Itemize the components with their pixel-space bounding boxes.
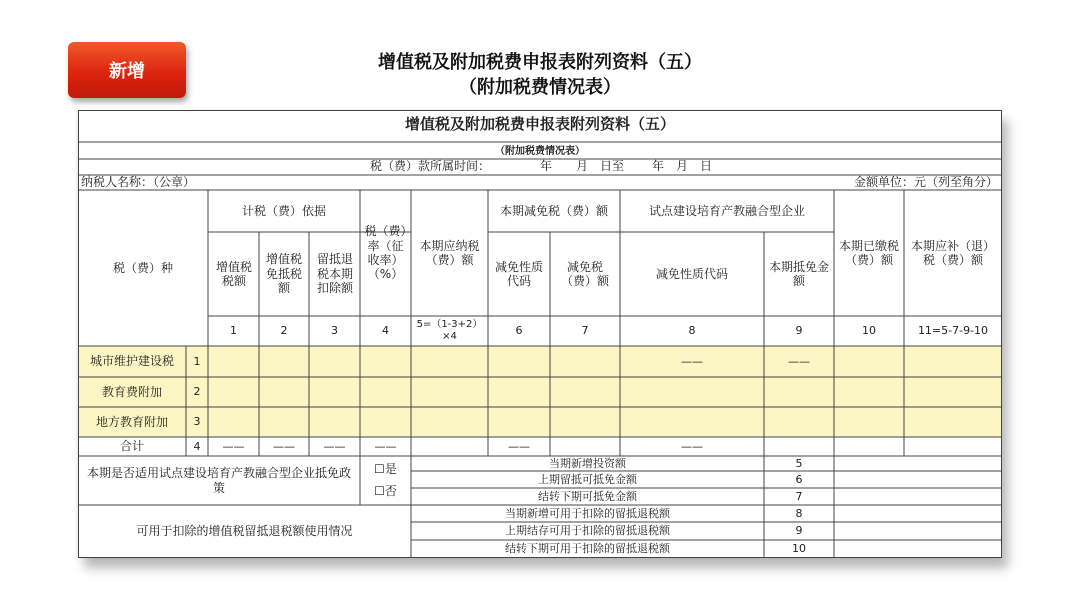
header-vat-amount: 增值税税额 <box>215 259 252 288</box>
new-badge: 新增 <box>68 42 186 98</box>
row-name-local-education: 地方教育附加 <box>95 414 168 429</box>
header-refund-deduct: 留抵退税本期扣除额 <box>316 252 353 296</box>
col-number: 11=5-7-9-10 <box>917 324 989 338</box>
row-number: 3 <box>193 415 201 429</box>
total-dash: —— <box>323 439 346 453</box>
tax-form <box>78 110 1002 558</box>
header-reduction-amount: 减免税（费）额 <box>560 259 609 288</box>
header-paid: 本期已缴税（费）额 <box>838 238 899 267</box>
header-pilot-code: 减免性质代码 <box>655 266 728 281</box>
row-dash: —— <box>788 354 810 368</box>
row-dash: —— <box>681 354 703 368</box>
period-to: 年 月 日 <box>652 159 713 173</box>
period-label: 税（费）款所属时间： <box>370 159 491 173</box>
total-dash: —— <box>222 439 245 453</box>
row-name-city-tax: 城市维护建设税 <box>89 354 174 369</box>
taxpayer-label: 纳税人名称：（公章） <box>81 175 196 189</box>
header-reduction-group: 本期减免税（费）额 <box>499 203 608 218</box>
policy-question: 本期是否适用试点建设培育产教融合型企业抵免政策 <box>86 466 351 495</box>
header-pilot-group: 试点建设培育产教融合型企业 <box>648 203 805 218</box>
header-pilot-amount: 本期抵免金额 <box>768 259 829 288</box>
yellow-fill <box>78 346 1002 437</box>
form-subtitle: （附加税费情况表） <box>495 146 585 157</box>
option-no-checkbox[interactable]: ☐否 <box>374 483 397 498</box>
header-payable: 本期应纳税（费）额 <box>419 238 480 267</box>
col-number: 9 <box>795 324 803 338</box>
row-name-total: 合计 <box>119 439 144 454</box>
row-name-education-fee: 教育费附加 <box>101 384 162 399</box>
policy-item-label: 当期新增投资额 <box>549 456 626 470</box>
page-title: 增值税及附加税费申报表附列资料（五） <box>378 52 702 73</box>
col-number: 8 <box>688 324 696 338</box>
col-number: 6 <box>515 324 523 338</box>
row-number: 2 <box>193 385 201 399</box>
row-number: 4 <box>193 439 201 453</box>
form-title: 增值税及附加税费申报表附列资料（五） <box>404 115 675 133</box>
refund-item-number: 8 <box>795 506 803 520</box>
col-number: 3 <box>331 324 338 338</box>
refund-item-label: 当期新增可用于扣除的留抵退税额 <box>505 506 670 520</box>
header-tax-type: 税（费）种 <box>112 260 173 275</box>
policy-item-number: 5 <box>795 456 803 470</box>
header-rate: 税（费）率（征收率）（%） <box>364 224 407 282</box>
refund-usage-label: 可用于扣除的增值税留抵退税额使用情况 <box>136 524 353 539</box>
header-vat-exempt: 增值税免抵税额 <box>265 252 302 296</box>
refund-item-number: 9 <box>795 524 803 538</box>
header-reduction-code: 减免性质代码 <box>494 259 543 288</box>
col-number: 2 <box>280 324 288 338</box>
refund-item-label: 结转下期可用于扣除的留抵退税额 <box>505 542 670 556</box>
row-number: 1 <box>193 354 201 368</box>
col-number: 5=（1-3+2）×4 <box>416 319 483 342</box>
total-dash: —— <box>273 439 295 453</box>
option-yes-checkbox[interactable]: ☐是 <box>374 461 397 476</box>
page-subtitle: （附加税费情况表） <box>459 77 621 98</box>
header-basis-group: 计税（费）依据 <box>241 203 326 218</box>
col-number: 10 <box>862 324 876 338</box>
col-number: 4 <box>382 324 389 338</box>
policy-item-number: 6 <box>795 472 803 486</box>
unit-label: 金额单位：元（列至角分） <box>853 175 998 189</box>
refund-item-label: 上期结存可用于扣除的留抵退税额 <box>505 524 670 538</box>
refund-item-number: 10 <box>792 542 806 556</box>
policy-item-label: 结转下期可抵免金额 <box>538 489 637 503</box>
policy-item-number: 7 <box>795 489 803 503</box>
policy-item-label: 上期留抵可抵免金额 <box>538 472 637 486</box>
period-from: 年 月 日至 <box>540 159 625 173</box>
total-dash: —— <box>681 439 703 453</box>
col-number: 7 <box>581 324 589 338</box>
col-number: 1 <box>230 324 237 338</box>
total-dash: —— <box>374 439 397 453</box>
header-supplement: 本期应补（退）税（费）额 <box>910 238 995 267</box>
total-dash: —— <box>508 439 530 453</box>
